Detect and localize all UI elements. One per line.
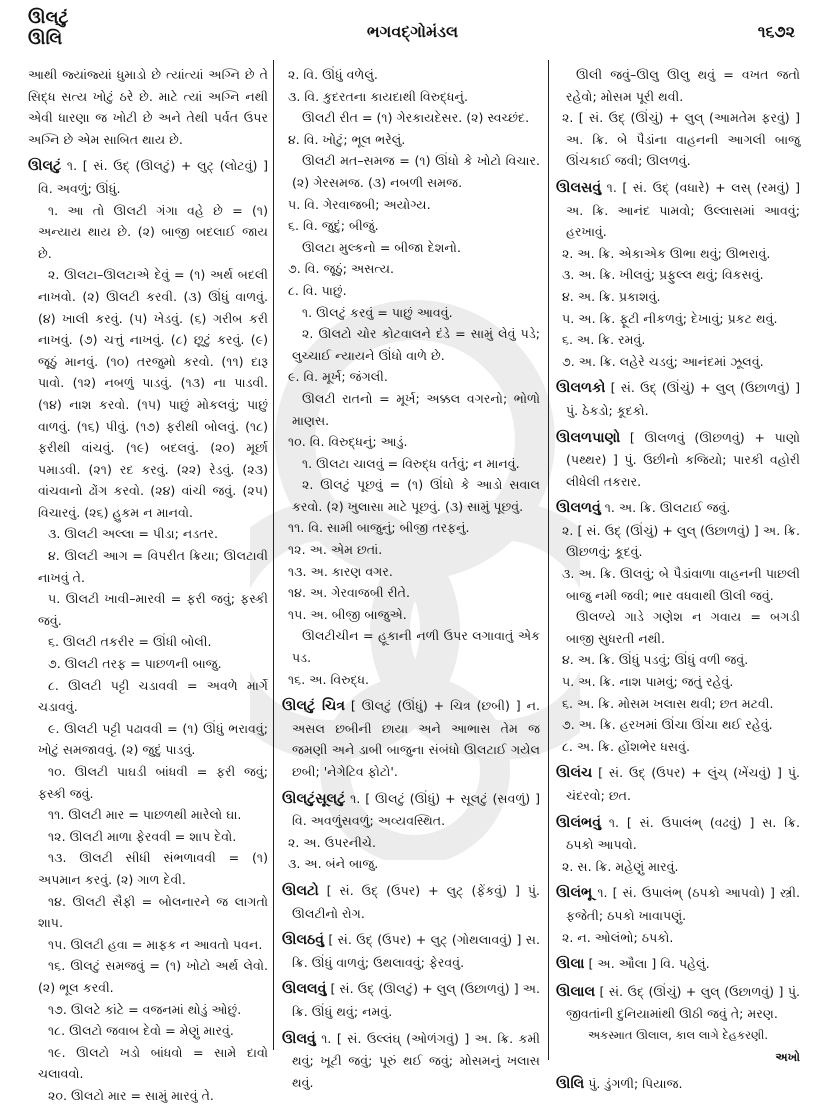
definition-text: ૧૦. વિ. વિરુદ્ધનું; આડું.: [288, 434, 408, 450]
definition-text: ૨. [ સં. ઉદ્ (ઊંચું) + લુલ્ (ઉછાળવું) ] અ. ક્રિ. ઊછળવું; કૂદવું.: [562, 522, 800, 560]
definition-line: [282, 150, 540, 193]
definition-line: [282, 853, 540, 875]
definition-text: ૧૧. વિ. સામી બાજુનું; બીજી તરફનું.: [288, 520, 470, 536]
definition-line: [28, 523, 268, 545]
definition-text: ૨. અ. ઉપરનીચે.: [288, 834, 376, 850]
definition-line: [282, 129, 540, 151]
definition-text: ૧. [ સં. ઉપાલંભ્ (વઢવું) ] સ. ક્રિ. ઠપકો આપવો.: [566, 814, 800, 853]
definition-line: [556, 714, 800, 736]
headword: ઊલિ: [556, 1076, 585, 1093]
definition-text: [ સં. ઉદ્ (ઊંચું) + લુલ્ (ઉછાળવું) ] પું. જીવતાંની દુનિયામાંથી ઊઠી જવું તે; મરણ.: [566, 983, 800, 1022]
definition-text: [ ઊલળવું (ઊછળવું) + પાણો (પથ્થર) ] પું. ઉછીનો કજિયો; પારકી વહોરી લીધેલી તકરાર.: [566, 429, 800, 489]
definition-text: ૧૪. અ. ગેરવાજબી રીતે.: [288, 585, 411, 601]
column-3: [556, 64, 800, 1096]
definition-line: [282, 832, 540, 854]
definition-line: [282, 64, 540, 86]
definition-line: [282, 237, 540, 259]
dictionary-entry: [556, 427, 800, 493]
headword: ઊલાલ: [556, 983, 596, 1000]
dictionary-entry: [556, 497, 800, 520]
column-divider: [273, 60, 274, 1050]
definition-text: [ સં. ઉદ્ (ઊંચું) + લુલ્ (ઉછાળવું) ] પું. ઠેકડો; કૂદકો.: [566, 380, 800, 418]
definition-text: ઊલળ્યે ગાડે ગણેશ ન ગવાય = બગડી બાજી સુધરતી નથી.: [566, 609, 800, 646]
definition-line: [556, 264, 800, 286]
column-1: [28, 64, 268, 1107]
definition-text: ૧૨. ઊલટી માળા ફેરવવી = શાપ દેવો.: [48, 828, 237, 844]
headword: ઊલા: [556, 956, 585, 973]
definition-line: [556, 563, 800, 606]
definition-text: ૨૦. ઊલટો માર = સામું મારવું તે.: [48, 1087, 214, 1103]
definition-line: [28, 955, 268, 998]
headword: ઊલળપાણો: [556, 429, 621, 446]
headword: ઊલંચ: [556, 765, 593, 782]
definition-line: [282, 431, 540, 453]
definition-line: [282, 539, 540, 561]
definition-line: [28, 264, 268, 523]
definition-line: [28, 826, 268, 848]
definition-text: ઊલટી મત–સમજ = (૧) ઊંધો કે ખોટો વિચાર. (૨) ગેરસમજ. (૩) નબળી સમજ.: [292, 153, 540, 190]
definition-line: [282, 86, 540, 108]
definition-text: ૧૬. ઊલટું સમજવું = (૧) ખોટો અર્થ લેવો. (૨) ભૂલ કરવી.: [38, 958, 268, 995]
definition-text: ઊલટીચીન = હૂકાની નળી ઉપર લગાવાતું એક પડ.: [292, 628, 540, 666]
definition-line: [282, 474, 540, 517]
definition-line: [282, 280, 540, 302]
definition-text: ૫. વિ. ગેરવાજબી; અયોગ્ય.: [288, 196, 431, 212]
definition-text: ૬. ઊલટી તકરીર = ઊંધી બોલી.: [48, 634, 212, 650]
running-title: ભગવદ્ગોમંડલ: [366, 22, 459, 41]
headword: ઊલસવું: [556, 179, 602, 196]
headword: ઊલલવું: [282, 981, 327, 998]
definition-text: ૧૮. ઊલટો જવાબ દેવો = મેણું મારવું.: [48, 1023, 234, 1039]
definition-line: [28, 1085, 268, 1107]
definition-text: ૧૫. ઊલટી હવા = માફક ન આવતો પવન.: [48, 936, 263, 952]
definition-text: ૨. વિ. ઊંધું વળેલું.: [288, 67, 378, 82]
definition-text: ૮. અ. ક્રિ. હોંશભેર ધસવું.: [562, 738, 690, 754]
definition-line: [28, 545, 268, 588]
definition-line: [28, 631, 268, 653]
definition-line: [28, 200, 268, 265]
definition-line: [28, 1020, 268, 1042]
definition-line: [282, 388, 540, 431]
dictionary-entry: [282, 978, 540, 1022]
definition-text: ૨. અ. ક્રિ. એકાએક ઊભા થવું; ઊભરાવું.: [562, 245, 771, 261]
definition-line: [282, 323, 540, 366]
definition-text: ૫. અ. ક્રિ. ફૂટી નીકળવું; દેખાવું; પ્રકટ થવું.: [562, 310, 778, 326]
definition-text: ૧. ઊલટું કરવું = પાછું આવવું.: [302, 304, 453, 320]
definition-text: ૪. અ. ક્રિ. પ્રકાશવું.: [562, 288, 661, 304]
definition-text: ૧૩. ઊલટી સીધી સંભળાવવી = (૧) અપમાન કરવું. (૨) ગાળ દેવી.: [38, 850, 268, 887]
definition-line: [28, 934, 268, 956]
definition-text: ૧. [ ઊલટું (ઊંધું) + સૂલટું (સવળું) ] વિ. અવળુંસવળું; અવ્યવસ્થિત.: [292, 790, 540, 829]
definition-line: [556, 693, 800, 715]
definition-text: ૭. વિ. જૂઠું; અસત્ય.: [288, 261, 395, 277]
quotation-attribution: [556, 1047, 800, 1069]
quotation: [556, 1025, 800, 1047]
definition-text: અકસ્માત ઊલાલ, કાલ લાગે દેહકરણી.: [587, 1027, 769, 1042]
definition-line: [28, 718, 268, 761]
dictionary-entry: [556, 177, 800, 243]
definition-text: અખો: [775, 1049, 800, 1064]
definition-text: ૪. ઊલટી આગ = વિપરીત ક્રિયા; ઊલટાવી નાખવું તે.: [38, 548, 268, 585]
definition-line: [28, 891, 268, 934]
definition-line: [28, 999, 268, 1021]
definition-text: ૧૨. અ. એમ છતાં.: [288, 542, 383, 558]
definition-text: ૬. અ. ક્રિ. મોસમ ખલાસ થવી; છત મટવી.: [562, 695, 774, 711]
guide-word-first: ઊલટું: [28, 8, 69, 28]
definition-line: [28, 1042, 268, 1085]
headword: ઊલંભવું: [556, 814, 601, 831]
definition-line: [28, 675, 268, 718]
definition-text: ઊલટા મુલ્કનો = બીજા દેશનો.: [302, 239, 461, 255]
definition-text: ૪. અ. ક્રિ. ઊંધું પડવું; ઊંધું વળી જવું.: [562, 652, 749, 668]
headword: ઊલવું: [282, 1030, 316, 1047]
definition-text: [ સં. ઉદ્ (ઉપર) + લુટ્ (ગોથલાવવું) ] સ. ક્રિ. ઊંધું વાળવું; ઉથલાવવું; ફેરવવું.: [292, 932, 540, 970]
headword: ઊલંભૂ: [556, 885, 593, 902]
definition-line: [282, 669, 540, 691]
definition-text: ઊલટી રાતનો = મૂર્ખ; અક્કલ વગરનો; ભોળો માણસ.: [292, 390, 540, 428]
definition-line: [556, 856, 800, 878]
headword: ઊલટું: [28, 158, 62, 175]
definition-line: [282, 561, 540, 583]
definition-line: [282, 258, 540, 280]
dictionary-entry: [282, 929, 540, 973]
definition-text: ૩. વિ. કુદરતના કાયદાથી વિરુદ્ધનું.: [288, 88, 468, 104]
headword: ઊલટો: [282, 882, 319, 899]
definition-text: આથી જ્યાંજ્યાં ધુમાડો છે ત્યાંત્યાં અગ્નિ છે તે સિદ્ધ સત્ય ખોટું ઠરે છે. માટે ત્યાં અગ્નિ નથી એવી ધારણા જ ખોટી છે અને તેથી પર્વત ઉપર અગ્નિ છે એમ સાબિત થાય છે.: [28, 67, 268, 147]
definition-text: ૧. [ સં. ઉલ્લંઘ્ (ઓળંગવું) ] અ. ક્રિ. કમી થવું; ખૂટી જવું; પૂરું થઈ જવું; મોસમનું ખલાસ થવું.: [292, 1030, 540, 1090]
definition-text: ૭. અ. ક્રિ. લહેરે ચડવું; આનંદમાં ઝૂલવું.: [562, 353, 764, 369]
definition-line: [282, 107, 540, 129]
headword: ઊલઠવું: [282, 932, 324, 949]
dictionary-entry: [556, 762, 800, 806]
dictionary-entry: [282, 880, 540, 924]
definition-text: ૨. ઊલટો ચોર કોટવાલને દંડે = સામું લેવું પડે; લુચ્ચાઈ ન્યાયને ઊંધો વાળે છે.: [292, 326, 540, 363]
headword: ઊલળવું: [556, 500, 601, 517]
headword: ઊલટુંસૂલટું: [282, 790, 346, 807]
dictionary-entry: [556, 1073, 800, 1096]
definition-text: ૩. અ. બંને બાજુ.: [288, 856, 379, 872]
definition-line: [556, 736, 800, 758]
definition-text: ૮. ઊલટી પટ્ટી ચડાવવી = અવળે માર્ગે ચડાવવું.: [38, 677, 268, 715]
definition-text: ૭. ઊલટી તરફ = પાછળની બાજુ.: [48, 656, 222, 672]
definition-line: [28, 761, 268, 804]
dictionary-entry: [282, 695, 540, 782]
definition-line: [556, 243, 800, 265]
definition-text: ૬. અ. ક્રિ. રમવું.: [562, 332, 646, 348]
definition-line: [556, 107, 800, 172]
definition-line: [556, 286, 800, 308]
dictionary-entry: [28, 155, 268, 199]
dictionary-entry: [556, 981, 800, 1025]
definition-text: ૧. [ સં. ઉદ્ (ઊલટું) + લુટ્ (લોટવું) ] વિ. અવળું; ઊંધું.: [38, 158, 268, 196]
definition-text: ૧૯. ઊલટો ખડો બાંધવો = સામે દાવો ચલાવવો.: [38, 1044, 268, 1082]
definition-line: [556, 308, 800, 330]
dictionary-entry: [556, 882, 800, 926]
definition-text: ૮. વિ. પાછું.: [288, 282, 347, 298]
definition-line: [282, 604, 540, 626]
definition-text: ૨. [ સં. ઉદ્ (ઊંચું) + લુલ્ (આમતેમ ફરવું) ] અ. ક્રિ. બે પૈડાંના વાહનની આગલી બાજુ ઊંચકાઈ જવી; ઊલળવું.: [562, 110, 800, 169]
definition-text: [ સં. ઉદ્ (ઉપર) + લુંચ્ (ખેંચવું) ] પું. ચંદરવો; છત.: [566, 765, 800, 803]
page-number: ૧૬૭૨: [757, 22, 795, 41]
definition-line: [556, 329, 800, 351]
definition-text: [ સં. ઉદ્ (ઊલટું) + લુલ્ (ઉછાળવું) ] અ. ક્રિ. ઊંધું થવું; નમવું.: [292, 981, 540, 1019]
dictionary-entry: [282, 788, 540, 832]
definition-line: [556, 64, 800, 107]
headword: ઊલટું ચિત્ર: [282, 698, 345, 715]
definition-line: [282, 453, 540, 475]
definition-line: [28, 847, 268, 890]
definition-text: પું. ડુંગળી; પિયાજ.: [584, 1076, 683, 1092]
dictionary-entry: [556, 953, 800, 976]
definition-text: ૧. [ સં. ઉદ્ (વધારે) + લસ્ (રમવું) ] અ. ક્રિ. આનંદ પામવો; ઉલ્લાસમાં આવવું; હરખાવું.: [566, 179, 800, 240]
definition-line: [28, 804, 268, 826]
dictionary-entry: [556, 812, 800, 856]
definition-line: [282, 194, 540, 216]
definition-line: [28, 653, 268, 675]
definition-line: [28, 588, 268, 631]
definition-line: [282, 582, 540, 604]
definition-text: ૫. ઊલટી ખાવી–મારવી = ફરી જવું; ફસ્કી જવું.: [38, 591, 268, 628]
guide-word-last: ઊલિ: [28, 29, 63, 49]
headword: ઊલળકો: [556, 380, 606, 397]
definition-line: [556, 671, 800, 693]
definition-text: ૭. અ. ક્રિ. હરખમાં ઊંચા ઊંચા થઈ રહેવું.: [562, 717, 773, 733]
definition-text: ૩. અ. ક્રિ. ઊલવું; બે પૈડાંવાળા વાહનની પાછલી બાજુ નમી જવી; ભાર વધવાથી ઊલી જવું.: [562, 566, 800, 603]
definition-text: ૩. ઊલટી અલ્લા = પીડા; નડતર.: [48, 526, 219, 542]
definition-text: ૧૧. ઊલટી માર = પાછળથી મારેલો ઘા.: [48, 807, 242, 823]
dictionary-entry: [556, 377, 800, 421]
definition-text: ૧. ઊલટા ચાલવું = વિરુદ્ધ વર્તવું; ન માનવું.: [302, 455, 520, 471]
definition-text: ૯. વિ. મૂર્ખ; જંગલી.: [288, 369, 388, 385]
definition-text: ૨. ન. ઓલંભો; ઠપકો.: [562, 929, 674, 945]
definition-line: [556, 649, 800, 671]
definition-text: ૬. વિ. જુદું; બીજું.: [288, 218, 379, 234]
definition-text: ૫. અ. ક્રિ. નાશ પામવું; જતું રહેવું.: [562, 674, 734, 690]
definition-line: [282, 302, 540, 324]
definition-text: ૧. [ સં. ઉપાલંભ્ (ઠપકો આપવો) ] સ્ત્રી. ફજેતી; ઠપકો ખાવાપણું.: [566, 885, 800, 923]
definition-text: ઊલટી રીત = (૧) ગેરકાયદેસર. (૨) સ્વચ્છંદ.: [302, 110, 530, 126]
definition-line: [556, 351, 800, 373]
definition-text: [ સં. ઉદ્ (ઉપર) + લુટ્ (ફેંકવું) ] પું. ઊલટીનો રોગ.: [292, 882, 540, 921]
definition-text: ૨. ઊલટું પૂછવું = (૧) ઊંધો કે આડો સવાલ કરવો. (૨) ખુલાસા માટે પૂછવું. (૩) સામું પૂછવું.: [292, 477, 540, 514]
definition-text: ૧૫. અ. બીજી બાજુએ.: [288, 606, 407, 622]
definition-line: [282, 366, 540, 388]
definition-line: [556, 520, 800, 563]
definition-text: ૧. આ તો ઊલટી ગંગા વહે છે = (૧) અન્યાય થાય છે. (૨) બાજી બદલાઈ જાય છે.: [38, 202, 268, 261]
definition-line: [556, 927, 800, 949]
definition-text: ૪. વિ. ખોટું; ભૂલ ભરેલું.: [288, 131, 406, 147]
definition-text: ઊલી જવું–ઊલુ ઊલુ થવું = વખત જતો રહેવો; મોસમ પૂરી થવી.: [566, 67, 800, 104]
definition-text: [ ઊલટું (ઊંધું) + ચિત્ર (છબી) ] ન. અસલ છબીની છાયા અને આભાસ તેમ જ જમણી અને ડાબી બાજુના સંબંધો ઊલટાઈ ગયેલ છબી; 'નેગેટિવ ફોટો'.: [292, 698, 540, 779]
definition-line: [556, 606, 800, 649]
definition-line: [282, 625, 540, 668]
definition-text: [ અ. ઔલા ] વિ. પહેલું.: [584, 956, 710, 972]
definition-text: ૧૬. અ. વિરુદ્ધ.: [288, 671, 370, 687]
definition-text: ૧૦. ઊલટી પાઘડી બાંધવી = ફરી જવું; ફસ્કી જવું.: [38, 764, 268, 801]
definition-text: ૧૩. અ. કારણ વગર.: [288, 563, 393, 579]
definition-line: [28, 64, 268, 150]
definition-line: [282, 215, 540, 237]
column-2: [282, 64, 540, 1093]
definition-text: ૨. ઊલટા–ઊલટાએ દેવું = (૧) અર્થ બદલી નાખવો. (૨) ઊલટી કરવી. (૩) ઊંધું વાળવું. (૪) ખાલી કરવું. (૫) ખેડવું. (૬) ગરીબ કરી નાખવું. (૭) ચત્તું નાખવું. (૮) છૂટું કરવું. (૯) જૂઠું માનવું. (૧૦) તરજુમો કરવો. (૧૧) દારૂ પાવો. (૧૨) નબળું પાડવું. (૧૩) ના પાડવી. (૧૪) નાશ કરવો. (૧૫) પાછું મોકલવું; પાછું વાળવું. (૧૬) પીવું. (૧૭) ફરીથી બોલવું. (૧૮) ફરીથી વાંચવું. (૧૯) બદલવું. (૨૦) મૂર્છા પમાડવી. (૨૧) રદ કરવું. (૨૨) રેડવું. (૨૩) વાંચવાનો ઢોંગ કરવો. (૨૪) વાંચી જવું. (૨૫) વિચારવું. (૨૬) હુકમ ન માનવો.: [38, 267, 268, 520]
definition-text: ૯. ઊલટી પટ્ટી પઢાવવી = (૧) ઊંધું ભરાવવું; ખોટું સમજાવવું. (૨) જુદું પાડવું.: [38, 720, 268, 758]
definition-text: ૧. અ. ક્રિ. ઊલટાઈ જવું.: [600, 500, 731, 516]
definition-text: ૨. સ. ક્રિ. મહેણું મારવું.: [562, 858, 679, 874]
dictionary-entry: [282, 1028, 540, 1094]
column-divider: [548, 60, 549, 1060]
definition-text: ૧૭. ઊલટે કાંટે = વજનમાં થોડું ઓછું.: [48, 1001, 242, 1017]
definition-text: ૩. અ. ક્રિ. ખીલવું; પ્રફુલ્લ થવું; વિકસવું.: [562, 267, 764, 283]
definition-text: ૧૪. ઊલટી સૈફી = બોલનારને જ લાગતો શાપ.: [38, 893, 268, 931]
definition-line: [282, 517, 540, 539]
